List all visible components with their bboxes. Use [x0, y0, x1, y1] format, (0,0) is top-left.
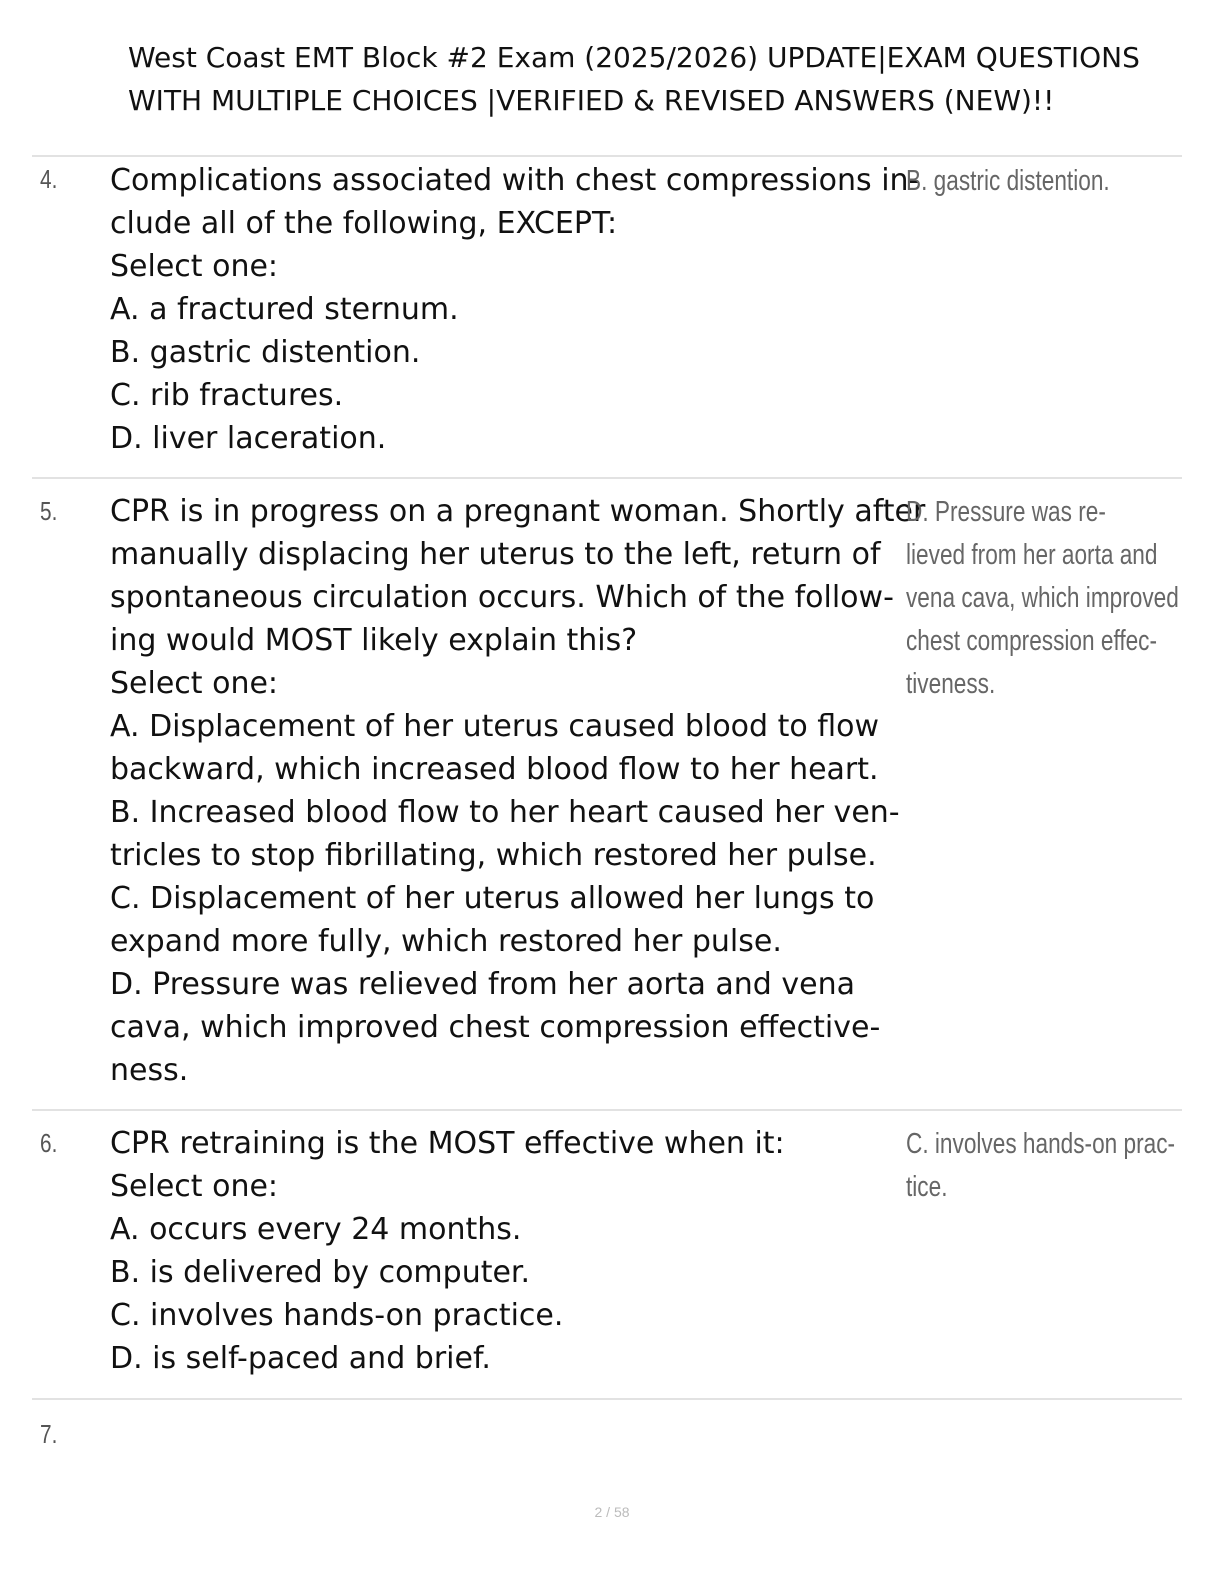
choice-c: C. Displacement of her uterus allowed her lungs to [110, 881, 875, 916]
divider [32, 155, 1182, 157]
answer-line: lieved from her aorta and [906, 539, 1158, 571]
select-one-label: Select one: [110, 1169, 279, 1204]
question-line: clude all of the following, EXCEPT: [110, 206, 618, 241]
answer-line: B. gastric distention. [906, 165, 1110, 197]
title-line-2: WITH MULTIPLE CHOICES |VERIFIED & REVISED ANSWERS (NEW)!! [128, 84, 1055, 117]
answer-line: D. Pressure was re- [906, 496, 1106, 528]
choice-b-cont: tricles to stop fibrillating, which restored her pulse. [110, 838, 877, 873]
choice-d: D. is self-paced and brief. [110, 1341, 491, 1376]
question-6 [110, 1122, 900, 1380]
answer-line: tice. [906, 1171, 948, 1203]
answer-5 [906, 491, 1218, 706]
divider [32, 1398, 1182, 1400]
answer-line: C. involves hands-on prac- [906, 1128, 1176, 1160]
choice-b: B. is delivered by computer. [110, 1255, 531, 1290]
question-line: spontaneous circulation occurs. Which of the follow- [110, 580, 894, 615]
question-line: Complications associated with chest compressions in- [110, 163, 920, 198]
choice-a: A. Displacement of her uterus caused blood to flow [110, 709, 880, 744]
choice-d: D. liver laceration. [110, 421, 387, 456]
answer-4 [906, 160, 1218, 203]
title-line-1: West Coast EMT Block #2 Exam (2025/2026) UPDATE|EXAM QUESTIONS [128, 41, 1140, 74]
choice-d: D. Pressure was relieved from her aorta and vena [110, 967, 855, 1002]
choice-b: B. gastric distention. [110, 335, 421, 370]
choice-c-cont: expand more fully, which restored her pulse. [110, 924, 782, 959]
question-line: CPR retraining is the MOST effective when it: [110, 1126, 785, 1161]
select-one-label: Select one: [110, 666, 279, 701]
question-number: 5. [40, 496, 58, 526]
question-number: 7. [40, 1419, 58, 1449]
choice-c: C. involves hands-on practice. [110, 1298, 564, 1333]
choice-a-cont: backward, which increased blood flow to her heart. [110, 752, 879, 787]
choice-d-cont: ness. [110, 1053, 189, 1088]
divider [32, 1109, 1182, 1111]
answer-line: vena cava, which improved [906, 582, 1179, 614]
question-5 [110, 490, 926, 1092]
question-line: manually displacing her uterus to the left, return of [110, 537, 881, 572]
choice-d-cont: cava, which improved chest compression effective- [110, 1010, 881, 1045]
answer-line: tiveness. [906, 668, 996, 700]
question-line: CPR is in progress on a pregnant woman. Shortly after [110, 494, 926, 529]
question-number: 4. [40, 164, 58, 194]
choice-a: A. a fractured sternum. [110, 292, 459, 327]
choice-c: C. rib fractures. [110, 378, 344, 413]
choice-b: B. Increased blood flow to her heart caused her ven- [110, 795, 900, 830]
page-number: 2 / 58 [594, 1504, 630, 1520]
answer-line: chest compression effec- [906, 625, 1158, 657]
document-title [128, 36, 1208, 122]
divider [32, 477, 1182, 479]
choice-a: A. occurs every 24 months. [110, 1212, 522, 1247]
question-number: 6. [40, 1128, 58, 1158]
question-line: ing would MOST likely explain this? [110, 623, 638, 658]
answer-6 [906, 1123, 1218, 1209]
select-one-label: Select one: [110, 249, 279, 284]
question-4 [110, 159, 920, 460]
